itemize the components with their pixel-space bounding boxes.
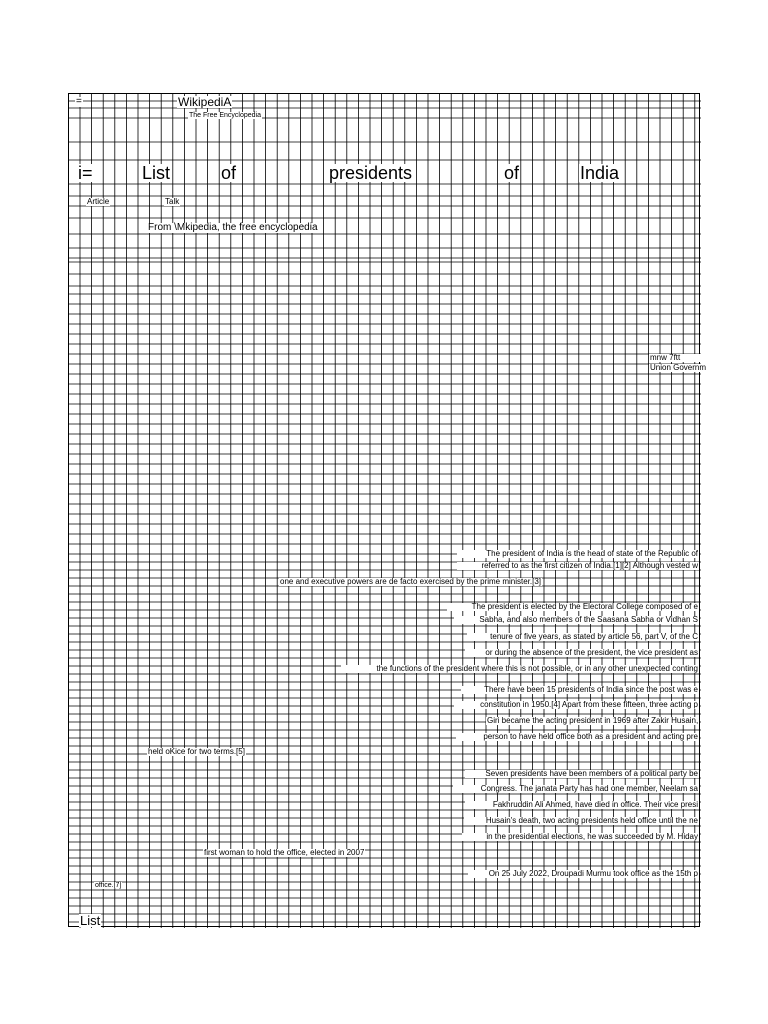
body-line-19: first woman to hold the office, elected in 2007 bbox=[204, 848, 365, 857]
body-line-15: Congress. The janata Party has had one member, Neelam sa bbox=[453, 785, 699, 793]
from-line: From \Mkipedia, the free encyclopedia bbox=[148, 222, 318, 233]
infobox-line-2: Union Governm bbox=[650, 363, 707, 372]
body-line-4: The president is elected by the Electoral College composed of e bbox=[447, 603, 699, 611]
site-logo-text[interactable]: WikipediA bbox=[178, 95, 232, 109]
body-line-5: Sabha, and also members of the Saasana Sabha or Vidhan S bbox=[454, 616, 699, 624]
title-word-1: List bbox=[142, 163, 171, 183]
menu-icon[interactable]: = bbox=[76, 96, 82, 107]
section-heading-list: List bbox=[80, 913, 101, 928]
body-line-18: in the presidential elections, he was succeeded by M. Hiday bbox=[462, 833, 699, 841]
body-line-2: referred to as the first citizen of India.[1][2] Although vested w bbox=[457, 562, 699, 570]
body-line-8: the functions of the president where this is not possible, or in any other unexpected conting bbox=[341, 665, 699, 673]
body-line-14: Seven presidents have been members of a political party be bbox=[465, 770, 699, 778]
body-line-9: There have been 15 presidents of India since the post was e bbox=[461, 686, 699, 694]
document-page bbox=[68, 93, 707, 928]
body-line-3: one and executive powers are de facto exercised by the prime minister.[3] bbox=[280, 577, 542, 586]
title-word-5: India bbox=[580, 163, 620, 183]
body-line-6: tenure of five years, as stated by article 56, part V, of the C bbox=[467, 633, 699, 641]
tab-talk[interactable]: Talk bbox=[165, 197, 180, 206]
body-line-21: office.[7] bbox=[95, 882, 122, 889]
body-line-20: On 25 July 2022, Droupadi Murmu took office as the 15th p bbox=[468, 870, 699, 878]
body-line-13: held oKice for two terms.[5] bbox=[148, 747, 245, 756]
title-word-2: of bbox=[221, 163, 237, 183]
toc-icon[interactable]: i= bbox=[78, 163, 93, 183]
site-tagline: The Free Encyclopedia bbox=[189, 112, 261, 119]
tab-article[interactable]: Article bbox=[87, 197, 110, 206]
body-line-7: or during the absence of the president, the vice president as bbox=[465, 649, 699, 657]
title-word-4: of bbox=[504, 163, 520, 183]
body-line-10: constitution in 1950.[4] Apart from these fifteen, three acting p bbox=[454, 701, 699, 709]
infobox-line-1: mnw 7ftt bbox=[649, 354, 703, 362]
body-line-11: Giri became the acting president in 1969 after Zakir Husain, bbox=[487, 716, 699, 725]
body-line-16: Fakhruddin Ali Ahmed, have died in office. Their vice presi bbox=[465, 801, 699, 809]
title-word-3: presidents bbox=[329, 163, 413, 183]
body-line-1: The president of India is the head of state of the Republic of bbox=[457, 550, 699, 558]
body-line-17: Husain's death, two acting presidents held office until the ne bbox=[464, 817, 699, 825]
body-line-12: person to have held office both as a president and acting pre bbox=[456, 733, 699, 741]
